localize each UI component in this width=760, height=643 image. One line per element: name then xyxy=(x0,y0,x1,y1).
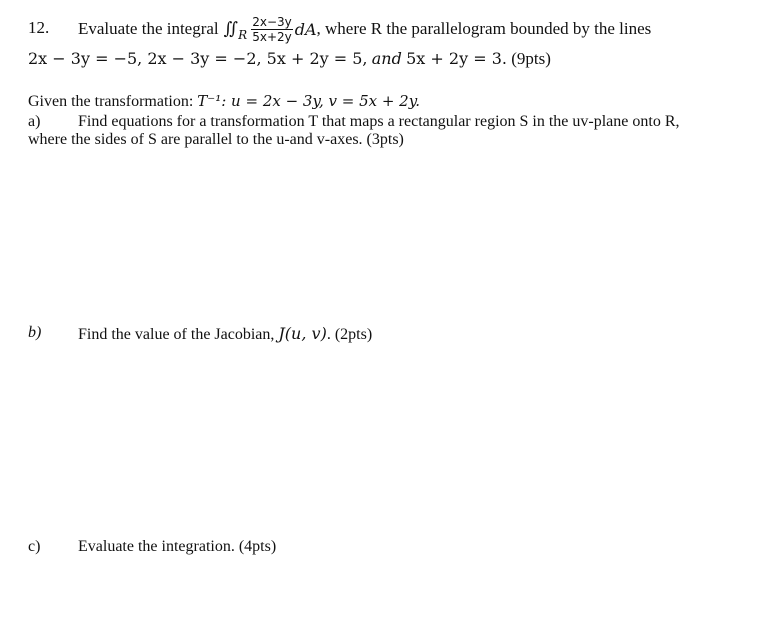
integral-region-subscript: R xyxy=(238,28,248,42)
part-b-text xyxy=(78,324,372,344)
question-points: (9pts) xyxy=(511,49,551,68)
part-b-suffix: . (2pts) xyxy=(326,326,373,343)
part-c-text: Evaluate the integration. (4pts) xyxy=(78,538,277,555)
given-prefix: Given the transformation: xyxy=(28,93,194,110)
integrand-denominator: 5x+2y xyxy=(252,29,292,44)
part-a-continuation: where the sides of S are parallel to the u-and v-axes. (3pts) xyxy=(28,131,404,148)
area-element: dA xyxy=(294,19,317,39)
part-a-letter: a) xyxy=(28,113,41,130)
part-c-letter: c) xyxy=(28,538,41,555)
integrand-fraction xyxy=(251,15,293,44)
boundary-lines: 2x − 3y = −5, 2x − 3y = −2, 5x + 2y = 5, xyxy=(28,49,368,68)
part-b-prefix: Find the value of the Jacobian, xyxy=(78,326,275,343)
last-boundary-line: 5x + 2y = 3. xyxy=(406,49,507,68)
question-intro-tail: , where R the parallelogram bounded by the lines xyxy=(316,19,652,38)
question-statement-line-2 xyxy=(28,49,551,69)
question-statement-line-1 xyxy=(78,10,651,48)
integrand-numerator: 2x−3y xyxy=(252,14,292,29)
jacobian-symbol: J(u, v) xyxy=(278,324,327,343)
part-a-text: Find equations for a transformation T that maps a rectangular region S in the uv-plane onto R, xyxy=(78,113,680,130)
question-number: 12. xyxy=(28,18,50,37)
double-integral-symbol: ∬ xyxy=(223,19,239,39)
part-b-letter: b) xyxy=(28,324,42,341)
question-intro: Evaluate the integral xyxy=(78,19,219,38)
given-transformation-math: T⁻¹: u = 2x − 3y, v = 5x + 2y. xyxy=(197,92,420,110)
given-transformation xyxy=(28,92,420,111)
and-word: and xyxy=(371,49,402,68)
